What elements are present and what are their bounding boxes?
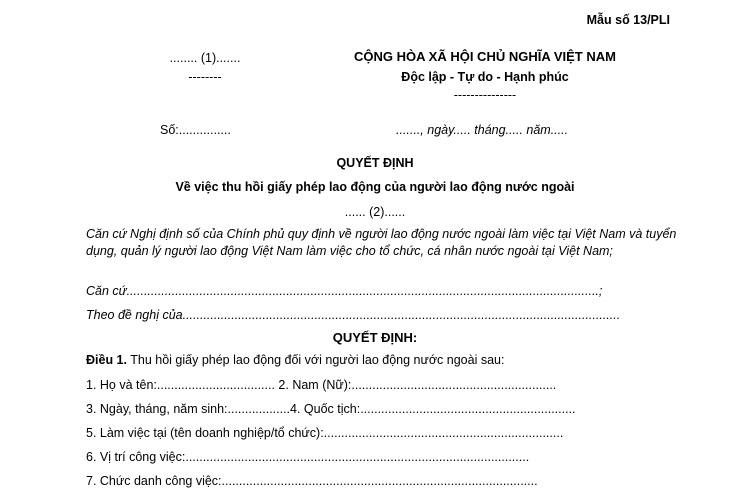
document-date: ......., ngày..... tháng..... năm..... [396, 123, 569, 137]
issuing-organization-placeholder: ........ (1)....... [169, 51, 241, 65]
legal-basis-decree: Căn cứ Nghị định số của Chính phủ quy định về người lao động nước ngoài làm việc tại Việt Nam và tuyển dụng, quản lý người lao động Việt Nam làm việc cho tổ chức, cá nhân nước ngoài tại Việt Nam; [86, 227, 677, 258]
form-number: Mẫu số 13/PLI [586, 13, 670, 27]
proposal-line: Theo đề nghị của.............................................................................................................................. [86, 308, 621, 322]
decides-heading: QUYẾT ĐỊNH: [332, 330, 418, 345]
document-number: Số:............... [160, 123, 231, 137]
decision-title: QUYẾT ĐỊNH [336, 156, 414, 170]
decision-subtitle: Về việc thu hồi giấy phép lao động của người lao động nước ngoài [175, 180, 575, 194]
article-1-text: Thu hồi giấy phép lao động đối với người lao động nước ngoài sau: [127, 353, 505, 367]
field-job-position: 6. Vị trí công việc:................................................................................................... [86, 450, 530, 464]
article-1 [86, 353, 504, 367]
national-motto: Độc lập - Tự do - Hạnh phúc [401, 70, 569, 84]
motto-divider: --------------- [453, 88, 517, 102]
field-name-gender: 1. Họ và tên:.................................. 2. Nam (Nữ):........................................................... [86, 378, 557, 392]
article-1-label: Điều 1. [86, 353, 127, 367]
authority-placeholder: ...... (2)...... [344, 205, 406, 219]
field-birth-nationality: 3. Ngày, tháng, năm sinh:..................4. Quốc tịch:.............................................................. [86, 402, 576, 416]
national-title: CỘNG HÒA XÃ HỘI CHỦ NGHĨA VIỆT NAM [354, 49, 616, 64]
field-workplace: 5. Làm việc tại (tên doanh nghiệp/tổ chức):..................................................................... [86, 426, 564, 440]
legal-basis-other: Căn cứ........................................................................................................................................; [86, 284, 603, 298]
field-job-title: 7. Chức danh công việc:........................................................................................... [86, 474, 538, 488]
organization-divider: -------- [188, 70, 222, 84]
